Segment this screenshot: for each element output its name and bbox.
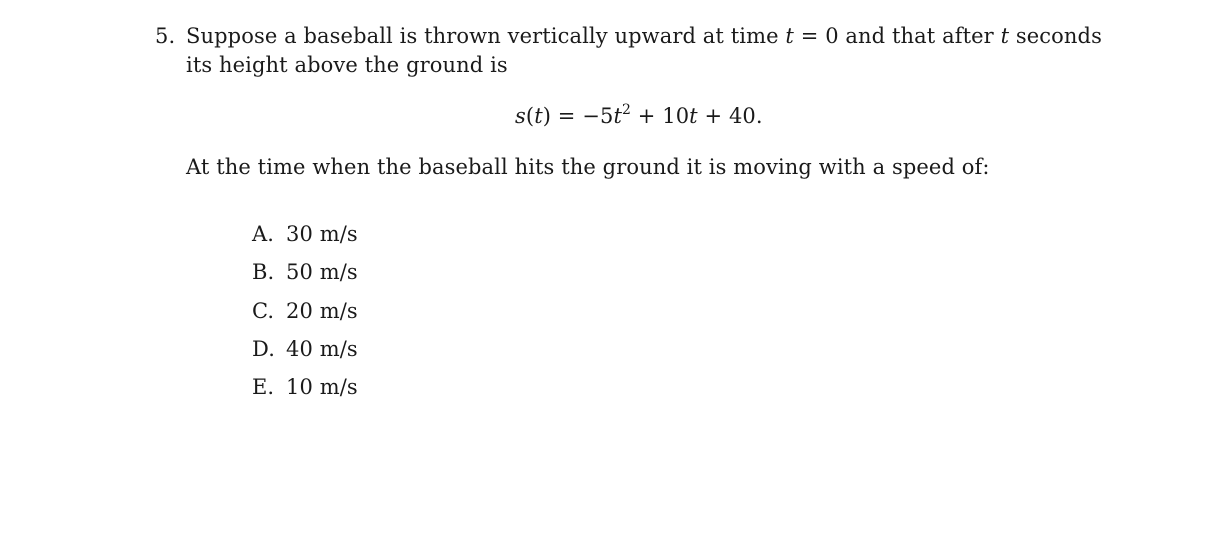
- stem-text-1: Suppose a baseball is thrown vertically upward at time: [186, 24, 786, 48]
- equation-paren: (: [525, 104, 535, 128]
- answer-option-c[interactable]: [252, 297, 358, 325]
- equation-rhs-start: ) = −5: [542, 104, 614, 128]
- option-letter: A.: [252, 222, 275, 246]
- answer-option-b[interactable]: [252, 258, 358, 286]
- answer-option-e[interactable]: [252, 373, 358, 401]
- option-text: 10 m/s: [286, 375, 358, 399]
- height-equation: [515, 102, 763, 130]
- problem-number: 5.: [155, 24, 176, 48]
- equation-exponent: 2: [621, 102, 631, 118]
- option-text: 20 m/s: [286, 299, 358, 323]
- answer-option-d[interactable]: [252, 335, 358, 363]
- option-text: 30 m/s: [286, 222, 358, 246]
- stem-variable-t: t: [1000, 24, 1010, 48]
- equation-t: t: [534, 104, 543, 128]
- equation-t-squared: t: [613, 104, 622, 128]
- option-letter: C.: [252, 299, 275, 323]
- equation-mid: + 10: [631, 104, 690, 128]
- equation-s: s: [515, 104, 526, 128]
- stem-text-2: = 0 and that after: [793, 24, 1001, 48]
- option-text: 40 m/s: [286, 337, 358, 361]
- stem-text-3: seconds: [1009, 24, 1102, 48]
- problem-stem-line-1: [186, 22, 1102, 50]
- question-text: At the time when the baseball hits the ground it is moving with a speed of:: [186, 155, 990, 179]
- option-letter: E.: [252, 375, 275, 399]
- option-text: 50 m/s: [286, 260, 358, 284]
- option-letter: B.: [252, 260, 275, 284]
- answer-option-a[interactable]: [252, 220, 358, 248]
- problem-stem-line-2: its height above the ground is: [186, 53, 508, 77]
- equation-t-linear: t: [689, 104, 698, 128]
- option-letter: D.: [252, 337, 275, 361]
- equation-tail: + 40.: [697, 104, 763, 128]
- stem-variable-t: t: [785, 24, 794, 48]
